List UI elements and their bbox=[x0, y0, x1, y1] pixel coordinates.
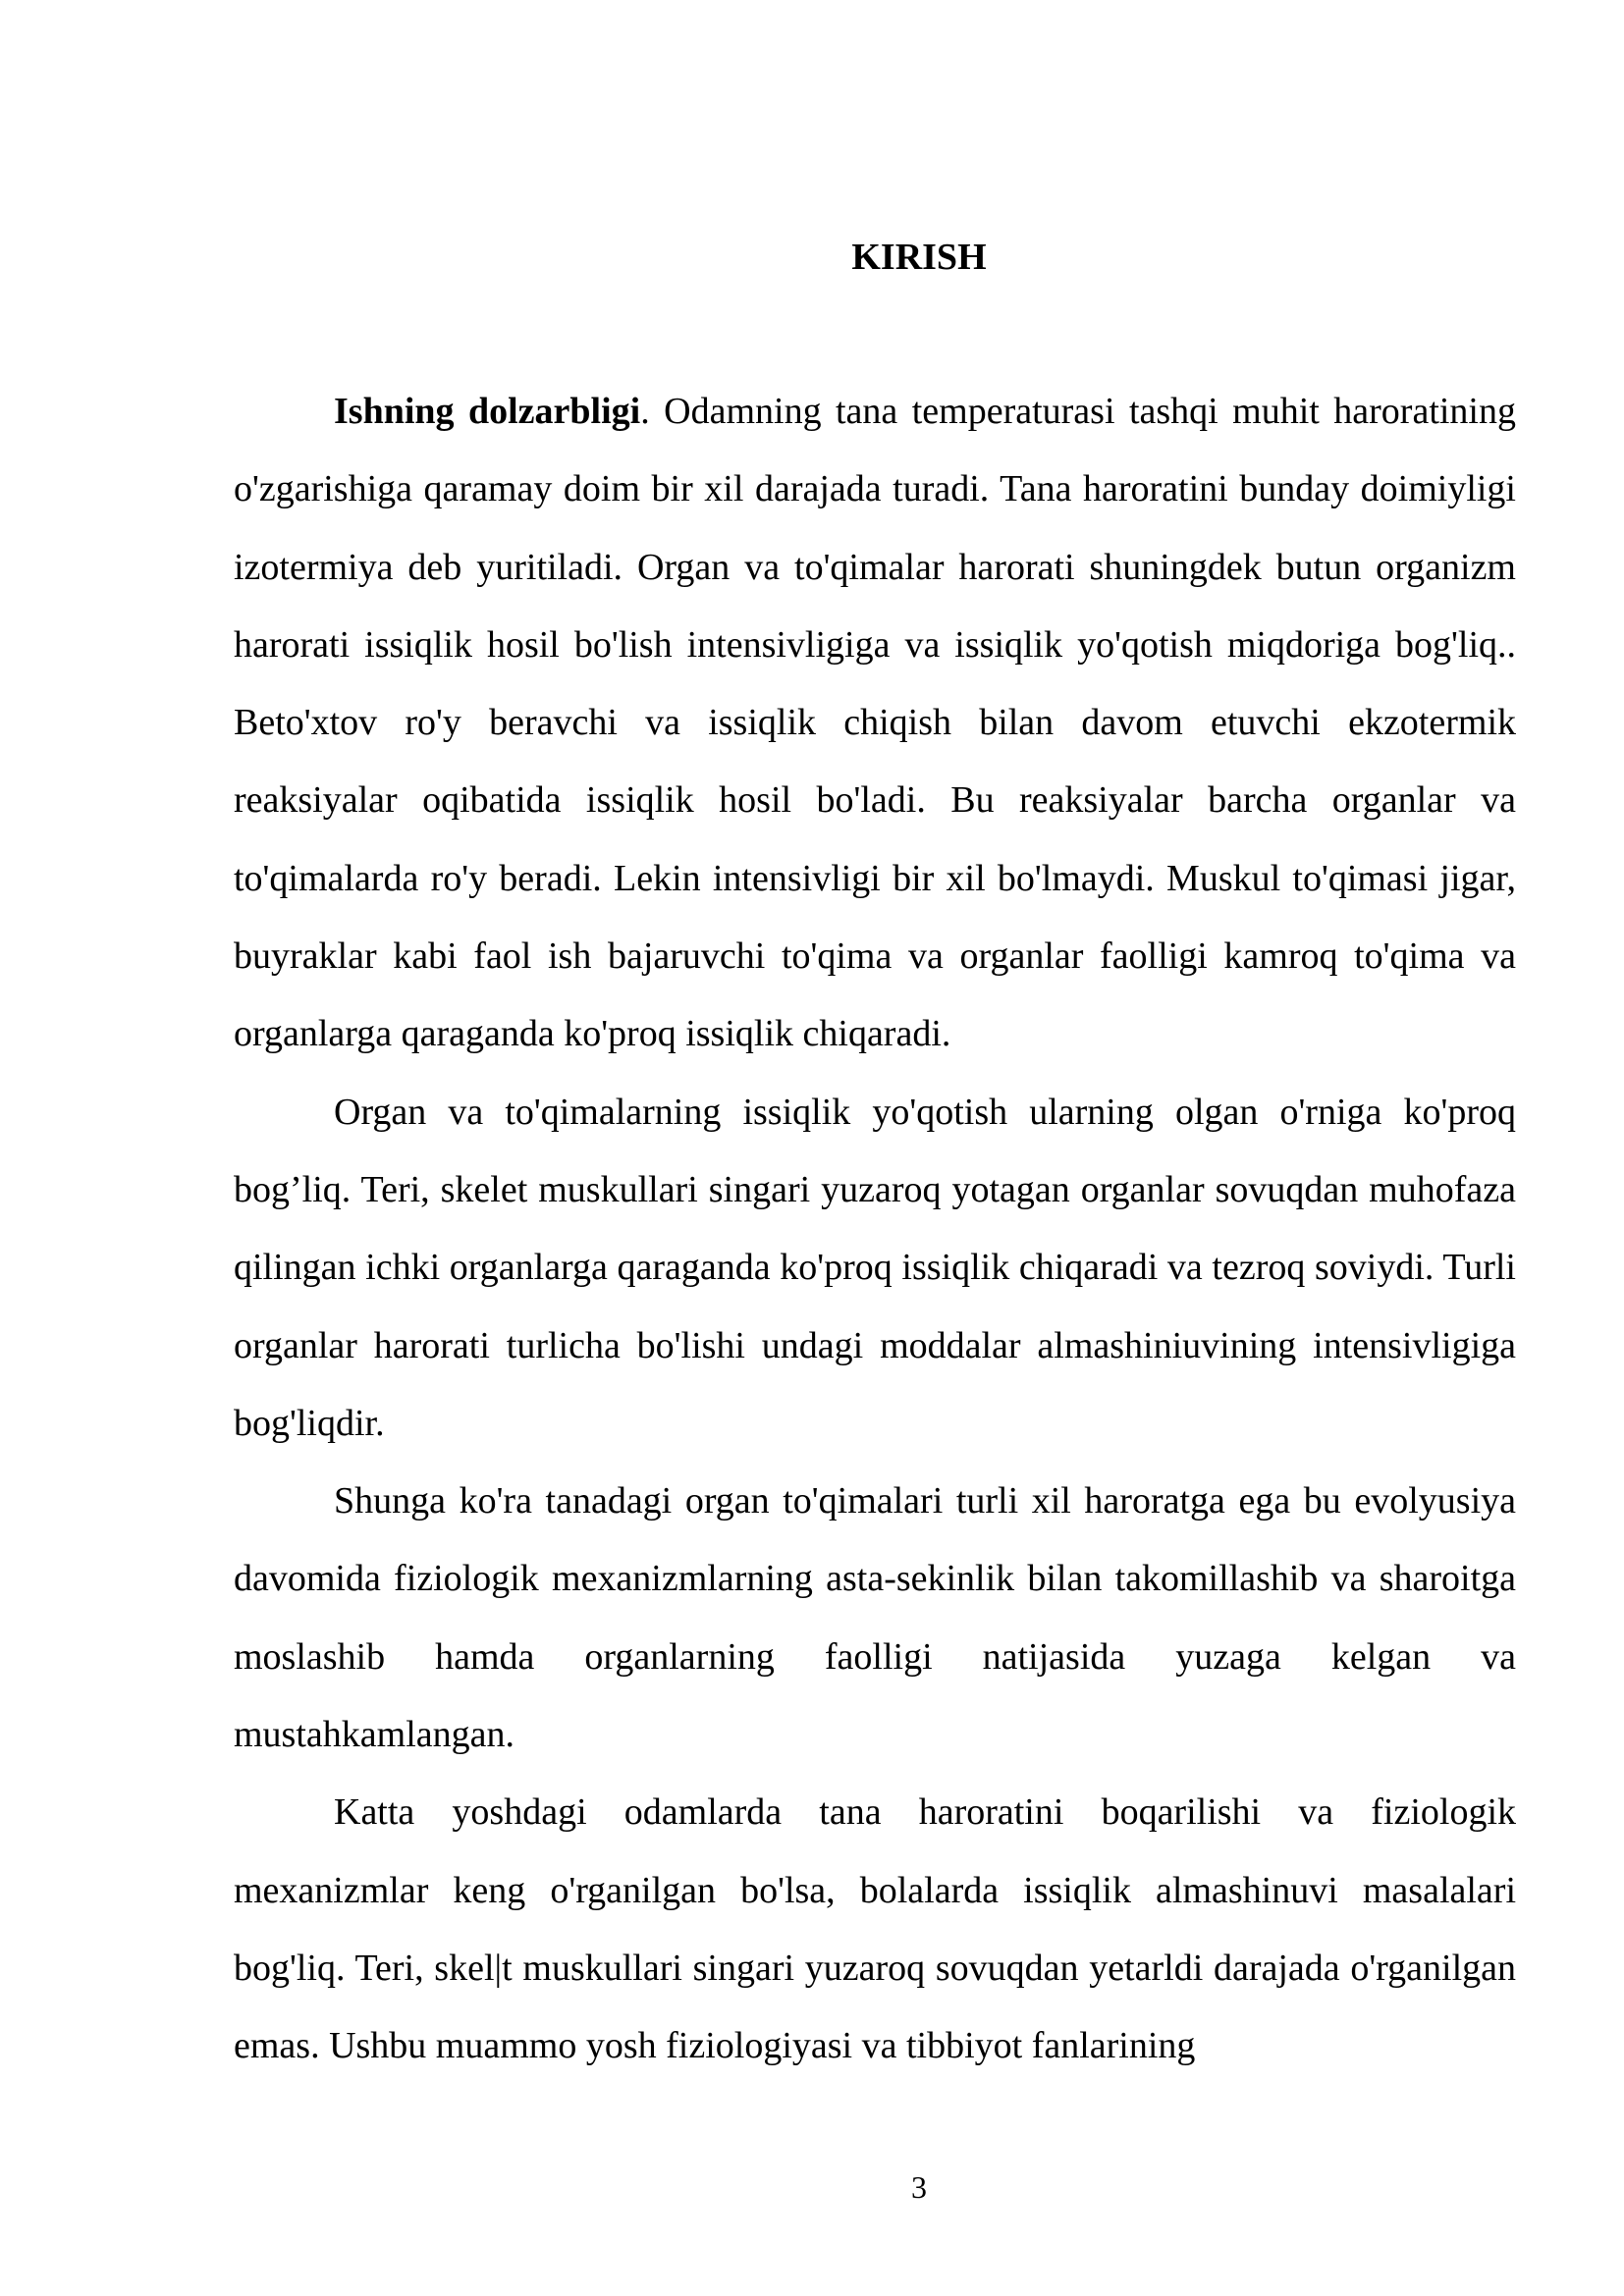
paragraph-relevance bbox=[234, 373, 1516, 1074]
paragraph-lead-bold: Ishning dolzarbligi bbox=[334, 391, 641, 432]
paragraph-heat-loss: Organ va to'qimalarning issiqlik yo'qotish ularning olgan o'rniga ko'proq bog’liq. Teri, skelet muskullari singari yuzaroq yotagan organlar sovuqdan muhofaza qilingan ichki organlarga qaraganda ko'proq issiqlik chiqaradi va tezroq soviydi. Turli organlar harorati turlicha bo'lishi undagi moddalar almashiniuvining intensivligiga bog'liqdir. bbox=[234, 1091, 1516, 1444]
paragraph-evolution: Shunga ko'ra tanadagi organ to'qimalari turli xil haroratga ega bu evolyusiya davomida fiziologik mexanizmlarning asta-sekinlik bilan takomillashib va sharoitga moslashib hamda organlarning faolligi natijasida yuzaga kelgan va mustahkamlangan. bbox=[234, 1480, 1516, 1756]
paragraph-text: . Odamning tana temperaturasi tashqi muhit haroratining o'zgarishiga qaramay doim bir xil darajada turadi. Tana haroratini bunday doimiyligi izotermiya deb yuritiladi. Organ va to'qimalar harorati shuningdek butun organizm harorati issiqlik hosil bo'lish intensivligiga va issiqlik yo'qotish miqdoriga bog'liq.. Beto'xtov ro'y beravchi va issiqlik chiqish bilan davom etuvchi ekzotermik reaksiyalar oqibatida issiqlik hosil bo'ladi. Bu reaksiyalar barcha organlar va to'qimalarda ro'y beradi. Lekin intensivligi bir xil bo'lmaydi. Muskul to'qimasi jigar, buyraklar kabi faol ish bajaruvchi to'qima va organlar faolligi kamroq to'qima va organlarga qaraganda ko'proq issiqlik chiqaradi. bbox=[234, 391, 1516, 1055]
page-number: 3 bbox=[911, 2169, 927, 2205]
body-text bbox=[234, 373, 1516, 2086]
section-heading: KIRISH bbox=[851, 237, 987, 278]
paragraph-children: Katta yoshdagi odamlarda tana haroratini boqarilishi va fiziologik mexanizmlar keng o'rganilgan bo'lsa, bolalarda issiqlik almashinuvi masalalari bog'liq. Teri, skel|t muskullari singari yuzaroq sovuqdan yetarldi darajada o'rganilgan emas. Ushbu muammo yosh fiziologiyasi va tibbiyot fanlarining bbox=[234, 1791, 1516, 2067]
